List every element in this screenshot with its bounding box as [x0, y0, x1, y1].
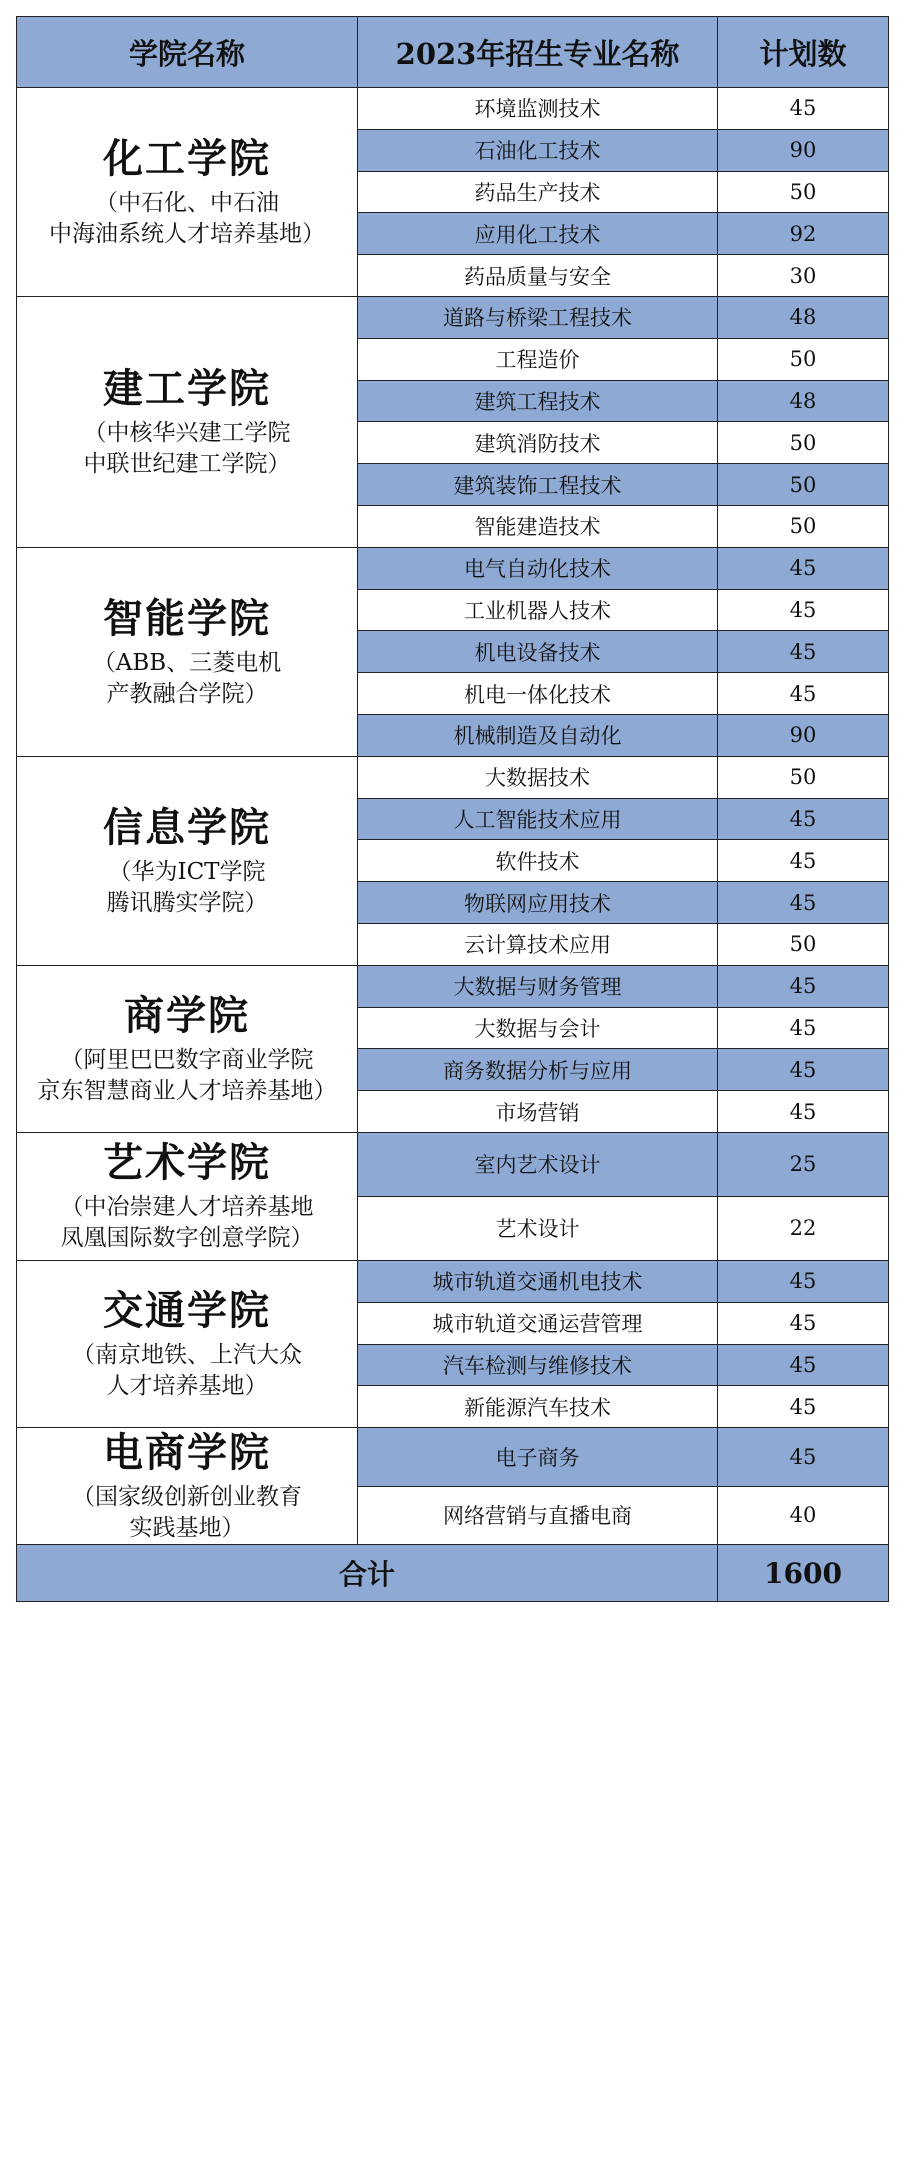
major-name-cell: 商务数据分析与应用: [358, 1049, 718, 1091]
plan-count-cell: 50: [718, 338, 889, 380]
plan-count-cell: 50: [718, 756, 889, 798]
major-name-cell: 药品质量与安全: [358, 255, 718, 297]
college-name: 商学院: [124, 991, 250, 1039]
total-row: [17, 1545, 889, 1602]
college-name: 艺术学院: [103, 1139, 271, 1187]
plan-count-cell: 45: [718, 840, 889, 882]
plan-count-cell: 45: [718, 88, 889, 130]
major-name-cell: 工业机器人技术: [358, 589, 718, 631]
table-row: [17, 756, 889, 798]
header-major: 2023年招生专业名称: [358, 17, 718, 88]
major-name-cell: 机电一体化技术: [358, 673, 718, 715]
college-partners: （华为ICT学院 腾讯腾实学院）: [106, 858, 268, 916]
plan-count-cell: 45: [718, 882, 889, 924]
college-cell: [17, 756, 358, 965]
major-name-cell: 新能源汽车技术: [358, 1386, 718, 1428]
college-cell: [17, 1260, 358, 1427]
plan-count-cell: 45: [718, 1428, 889, 1487]
college-cell: [17, 965, 358, 1132]
table-row: [17, 1260, 889, 1302]
plan-count-cell: 50: [718, 923, 889, 965]
major-name-cell: 软件技术: [358, 840, 718, 882]
major-name-cell: 电子商务: [358, 1428, 718, 1487]
major-name-cell: 机械制造及自动化: [358, 714, 718, 756]
major-name-cell: 城市轨道交通机电技术: [358, 1260, 718, 1302]
major-name-cell: 市场营销: [358, 1091, 718, 1133]
college-partners: （南京地铁、上汽大众 人才培养基地）: [72, 1341, 302, 1400]
plan-count-cell: 48: [718, 296, 889, 338]
college-partners: （中冶崇建人才培养基地 凤凰国际数字创意学院）: [60, 1194, 314, 1252]
major-name-cell: 建筑装饰工程技术: [358, 464, 718, 506]
table-row: [17, 88, 889, 130]
total-label: 合计: [17, 1545, 718, 1602]
plan-count-cell: 45: [718, 1007, 889, 1049]
college-partners: （中石化、中石油 中海油系统人才培养基地）: [49, 189, 325, 247]
plan-count-cell: 45: [718, 589, 889, 631]
plan-count-cell: 45: [718, 1344, 889, 1386]
plan-count-cell: 45: [718, 1260, 889, 1302]
major-name-cell: 人工智能技术应用: [358, 798, 718, 840]
major-name-cell: 电气自动化技术: [358, 547, 718, 589]
major-name-cell: 环境监测技术: [358, 88, 718, 130]
college-partners: （中核华兴建工学院 中联世纪建工学院）: [83, 419, 291, 477]
major-name-cell: 网络营销与直播电商: [358, 1486, 718, 1545]
header-plan: 计划数: [718, 17, 889, 88]
plan-count-cell: 45: [718, 1091, 889, 1133]
header-college: 学院名称: [17, 17, 358, 88]
college-cell: [17, 1132, 358, 1260]
plan-count-cell: 45: [718, 965, 889, 1007]
major-name-cell: 应用化工技术: [358, 213, 718, 255]
major-name-cell: 大数据技术: [358, 756, 718, 798]
plan-count-cell: 25: [718, 1132, 889, 1196]
plan-count-cell: 50: [718, 505, 889, 547]
table-row: [17, 547, 889, 589]
college-name: 信息学院: [103, 803, 271, 851]
plan-count-cell: 92: [718, 213, 889, 255]
major-name-cell: 大数据与财务管理: [358, 965, 718, 1007]
plan-count-cell: 45: [718, 798, 889, 840]
major-name-cell: 建筑工程技术: [358, 380, 718, 422]
college-name: 智能学院: [103, 594, 271, 642]
plan-count-cell: 40: [718, 1486, 889, 1545]
college-name: 交通学院: [103, 1286, 271, 1334]
plan-count-cell: 90: [718, 714, 889, 756]
major-name-cell: 大数据与会计: [358, 1007, 718, 1049]
table-row: [17, 1132, 889, 1196]
major-name-cell: 艺术设计: [358, 1196, 718, 1260]
table-row: [17, 296, 889, 338]
plan-count-cell: 48: [718, 380, 889, 422]
major-name-cell: 云计算技术应用: [358, 923, 718, 965]
major-name-cell: 室内艺术设计: [358, 1132, 718, 1196]
major-name-cell: 药品生产技术: [358, 171, 718, 213]
college-cell: [17, 547, 358, 756]
college-partners: （ABB、三菱电机 产教融合学院）: [92, 649, 282, 707]
plan-count-cell: 22: [718, 1196, 889, 1260]
major-name-cell: 城市轨道交通运营管理: [358, 1302, 718, 1344]
major-name-cell: 道路与桥梁工程技术: [358, 296, 718, 338]
major-name-cell: 工程造价: [358, 338, 718, 380]
table-body: [17, 88, 889, 1545]
plan-count-cell: 45: [718, 1049, 889, 1091]
plan-count-cell: 45: [718, 673, 889, 715]
plan-count-cell: 50: [718, 464, 889, 506]
college-cell: [17, 1428, 358, 1545]
plan-count-cell: 45: [718, 547, 889, 589]
college-name: 建工学院: [103, 364, 271, 412]
major-name-cell: 石油化工技术: [358, 129, 718, 171]
table-row: [17, 1428, 889, 1487]
major-name-cell: 智能建造技术: [358, 505, 718, 547]
major-name-cell: 建筑消防技术: [358, 422, 718, 464]
enrollment-table-container: [16, 16, 888, 1602]
college-name: 电商学院: [103, 1429, 271, 1477]
plan-count-cell: 45: [718, 1302, 889, 1344]
enrollment-plan-table: [16, 16, 889, 1602]
table-header-row: [17, 17, 889, 88]
college-name: 化工学院: [103, 134, 271, 182]
plan-count-cell: 50: [718, 422, 889, 464]
major-name-cell: 机电设备技术: [358, 631, 718, 673]
college-partners: （国家级创新创业教育 实践基地）: [72, 1484, 302, 1542]
major-name-cell: 汽车检测与维修技术: [358, 1344, 718, 1386]
plan-count-cell: 30: [718, 255, 889, 297]
plan-count-cell: 45: [718, 631, 889, 673]
college-cell: [17, 296, 358, 547]
plan-count-cell: 50: [718, 171, 889, 213]
major-name-cell: 物联网应用技术: [358, 882, 718, 924]
table-row: [17, 965, 889, 1007]
college-cell: [17, 88, 358, 297]
plan-count-cell: 90: [718, 129, 889, 171]
college-partners: （阿里巴巴数字商业学院 京东智慧商业人才培养基地）: [37, 1046, 337, 1104]
total-value: 1600: [718, 1545, 889, 1602]
plan-count-cell: 45: [718, 1386, 889, 1428]
